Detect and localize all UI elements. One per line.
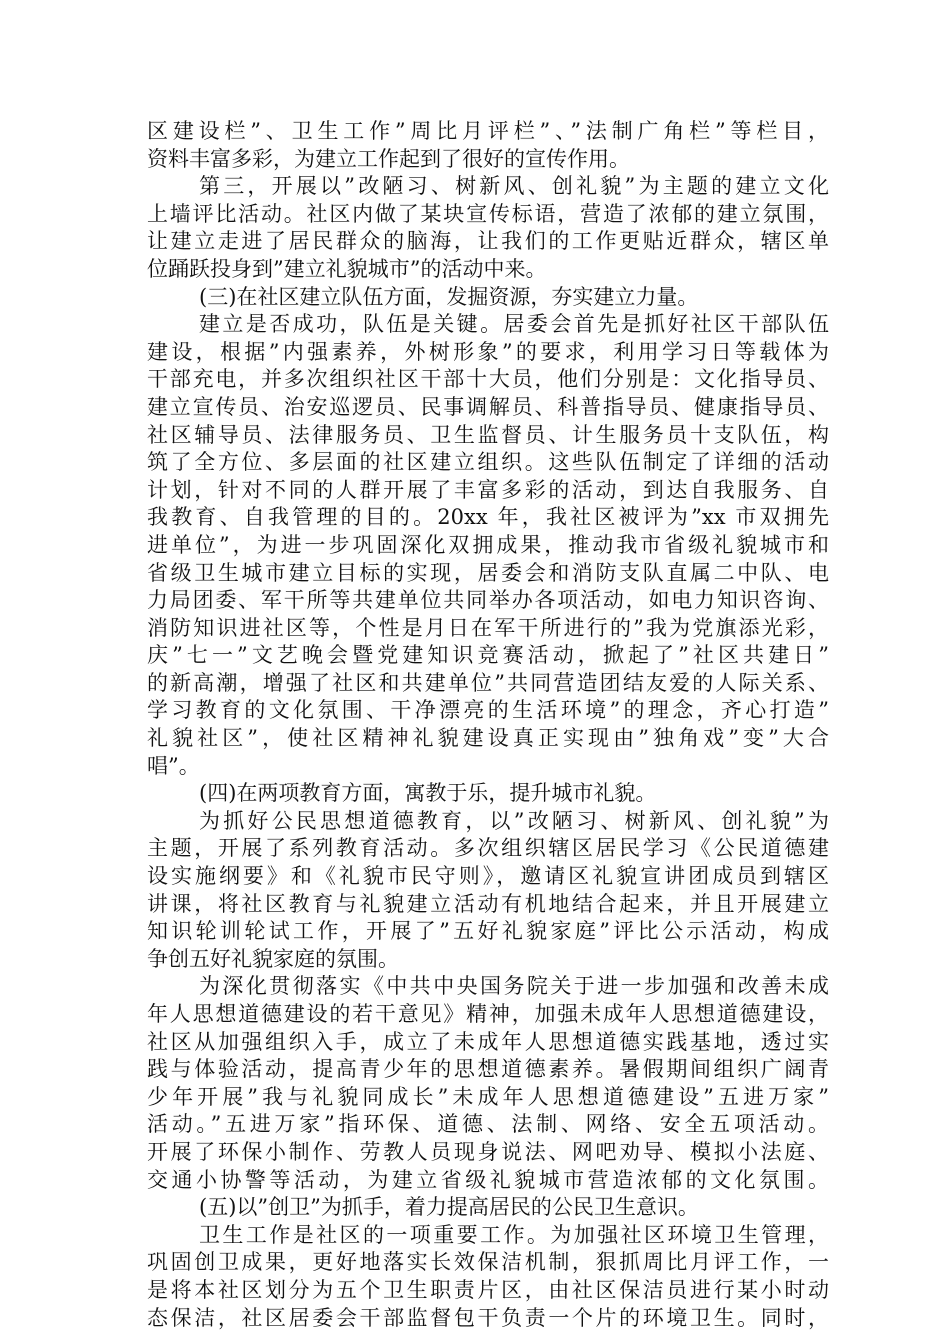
text-line: 省级卫生城市建立目标的实现，居委会和消防支队直属二中队、电	[147, 560, 829, 585]
text-line: 卫生工作是社区的一项重要工作。为加强社区环境卫生管理，	[199, 1222, 829, 1247]
text-line: 为深化贯彻落实《中共中央国务院关于进一步加强和改善未成	[199, 974, 829, 999]
text-line: 年人思想道德建设的若干意见》精神，加强未成年人思想道德建设，	[147, 1002, 829, 1026]
text-line: 力局团委、军干所等共建单位共同举办各项活动，如电力知识咨询、	[147, 588, 829, 613]
text-line: 践与体验活动，提高青少年的思想道德素养。暑假期间组织广阔青	[147, 1057, 829, 1082]
text-line: 第三，开展以”改陋习、树新风、创礼貌”为主题的建立文化	[199, 174, 829, 199]
text-line: 区建设栏”、卫生工作”周比月评栏”、”法制广角栏”等栏目，	[147, 119, 829, 143]
text-line: 态保洁，社区居委会干部监督包干负责一个片的环境卫生。同时，	[147, 1305, 829, 1330]
text-line: 建立宣传员、治安巡逻员、民事调解员、科普指导员、健康指导员、	[147, 394, 829, 419]
text-line: 干部充电，并多次组织社区干部十大员，他们分别是：文化指导员、	[147, 367, 829, 392]
text-line: 知识轮训轮试工作，开展了”五好礼貌家庭”评比公示活动，构成	[147, 919, 829, 944]
text-line: 位踊跃投身到”建立礼貌城市”的活动中来。	[147, 256, 547, 281]
text-line: 礼貌社区”，使社区精神礼貌建设真正实现由”独角戏”变”大合	[147, 726, 829, 751]
text-line: 计划，针对不同的人群开展了丰富多彩的活动，到达自我服务、自	[147, 477, 829, 502]
text-line: 社区辅导员、法律服务员、卫生监督员、计生服务员十支队伍，构	[147, 422, 829, 447]
text-line: 交通小协警等活动，为建立省级礼貌城市营造浓郁的文化氛围。	[147, 1167, 829, 1192]
text-line: 上墙评比活动。社区内做了某块宣传标语，营造了浓郁的建立氛围，	[147, 201, 829, 226]
text-line: 讲课，将社区教育与礼貌建立活动有机地结合起来，并且开展建立	[147, 891, 829, 916]
text-line: (四)在两项教育方面，寓教于乐，提升城市礼貌。	[199, 781, 657, 806]
text-line: 少年开展”我与礼貌同成长”未成年人思想道德建设”五进万家”	[147, 1084, 829, 1109]
text-line: 我教育、自我管理的目的。20xx 年，我社区被评为”xx 市双拥先	[147, 505, 829, 530]
text-line: 的新高潮，增强了社区和共建单位”共同营造团结友爱的人际关系、	[147, 670, 829, 695]
text-line: 建立是否成功，队伍是关键。居委会首先是抓好社区干部队伍	[199, 312, 829, 337]
text-line: 活动。”五进万家”指环保、道德、法制、网络、安全五项活动。	[147, 1112, 829, 1137]
text-line: 开展了环保小制作、劳教人员现身说法、网吧劝导、模拟小法庭、	[147, 1139, 829, 1164]
text-line: 让建立走进了居民群众的脑海，让我们的工作更贴近群众，辖区单	[147, 229, 829, 254]
text-line: 资料丰富多彩，为建立工作起到了很好的宣传作用。	[147, 146, 630, 171]
text-line: 是将本社区划分为五个卫生职责片区，由社区保洁员进行某小时动	[147, 1277, 829, 1302]
document-body	[147, 118, 829, 1332]
text-line: 主题，开展了系列教育活动。多次组织辖区居民学习《公民道德建	[147, 836, 829, 861]
text-line: 唱”。	[147, 753, 200, 778]
text-line: 设实施纲要》和《礼貌市民守则》，邀请区礼貌宣讲团成员到辖区	[147, 864, 829, 889]
text-line: 巩固创卫成果，更好地落实长效保洁机制，狠抓周比月评工作，一	[147, 1250, 829, 1275]
text-line: (五)以”创卫”为抓手，着力提高居民的公民卫生意识。	[199, 1195, 699, 1220]
text-line: 学习教育的文化氛围、干净漂亮的生活环境”的理念，齐心打造”	[147, 698, 829, 723]
text-line: 筑了全方位、多层面的社区建立组织。这些队伍制定了详细的活动	[147, 450, 829, 475]
text-line: 为抓好公民思想道德教育，以”改陋习、树新风、创礼貌”为	[199, 808, 829, 833]
text-line: 争创五好礼貌家庭的氛围。	[147, 946, 399, 971]
text-line: 庆”七一”文艺晚会暨党建知识竞赛活动，掀起了”社区共建日”	[147, 643, 829, 668]
text-line: 建设，根据”内强素养，外树形象”的要求，利用学习日等载体为	[147, 339, 829, 364]
text-line: 社区从加强组织入手，成立了未成年人思想道德实践基地，透过实	[147, 1029, 829, 1054]
text-line: (三)在社区建立队伍方面，发掘资源，夯实建立力量。	[199, 284, 699, 309]
text-line: 进单位”，为进一步巩固深化双拥成果，推动我市省级礼貌城市和	[147, 532, 829, 557]
text-line: 消防知识进社区等，个性是月日在军干所进行的”我为党旗添光彩，	[147, 615, 829, 640]
